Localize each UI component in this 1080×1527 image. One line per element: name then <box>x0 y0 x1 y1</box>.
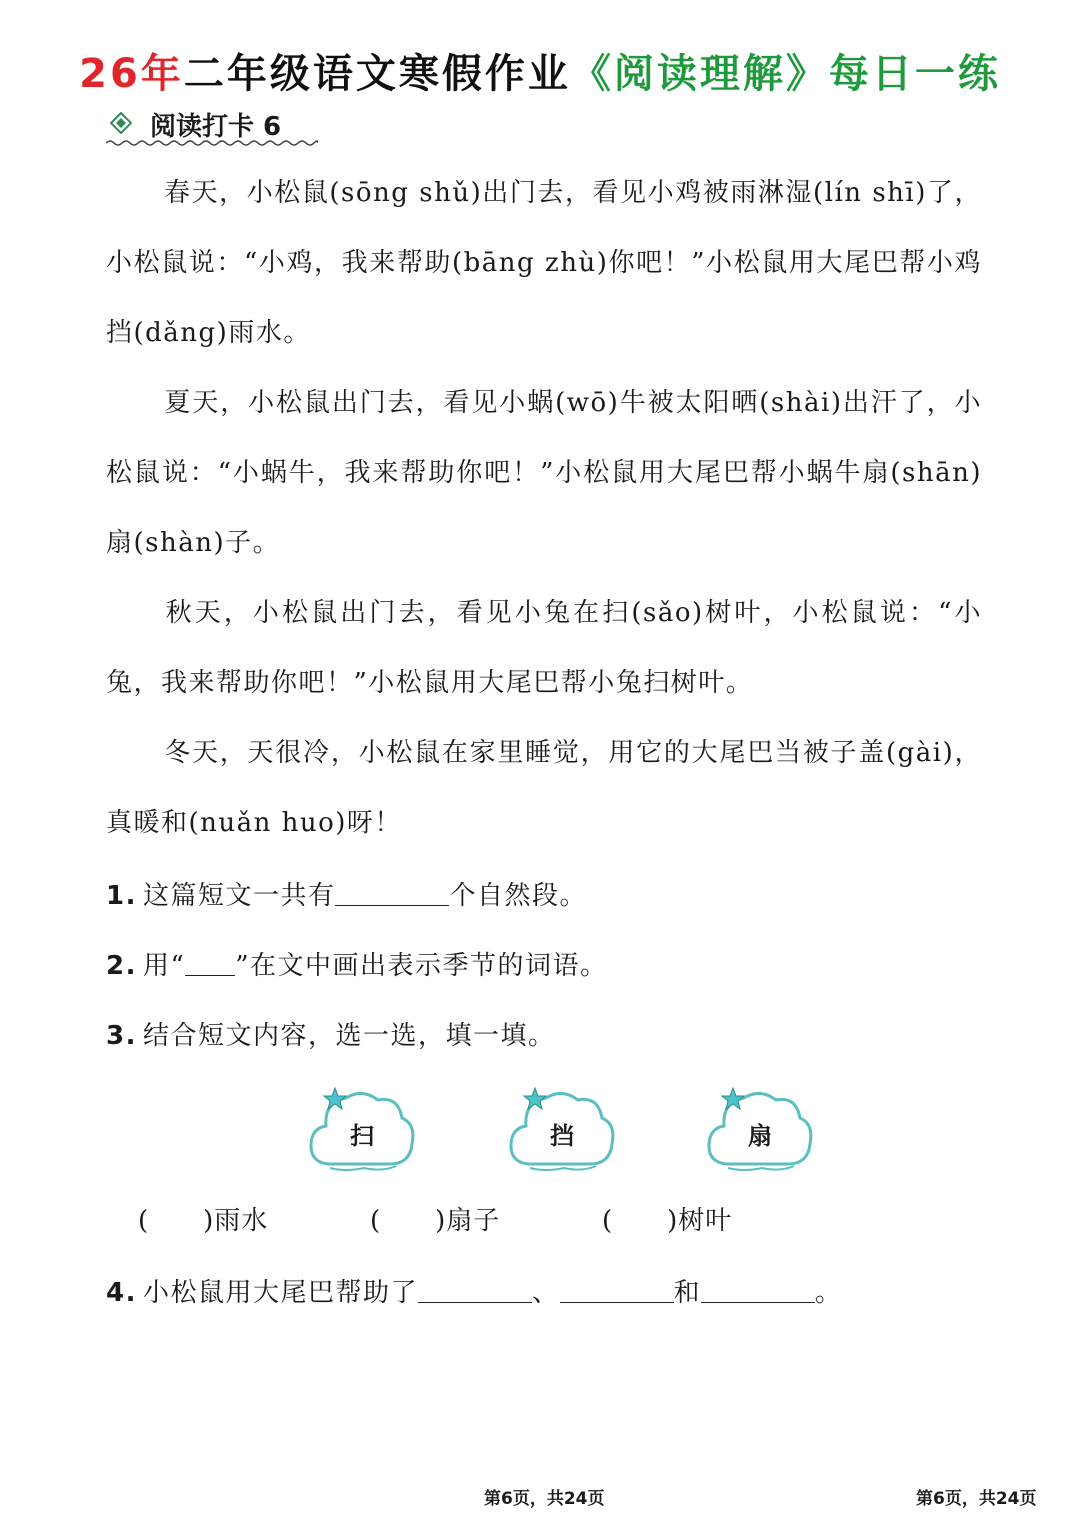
paragraph-summer <box>106 368 982 578</box>
paragraph-text: 夏天，小松鼠出门去，看见小蜗(wō)牛被太阳晒(shài)出汗了，小松鼠说：“小蜗牛，我来帮助你吧！”小松鼠用大尾巴帮小蜗牛扇(shān)扇(shàn)子。 <box>106 388 982 558</box>
answer-blank[interactable] <box>701 1278 815 1303</box>
star-icon <box>522 1086 548 1112</box>
star-icon <box>322 1086 348 1112</box>
question-text: 小松鼠用大尾巴帮助了 <box>142 1278 418 1308</box>
question-number: 2. <box>106 951 137 981</box>
separator: 和 <box>673 1278 702 1308</box>
cloud-card-fan <box>704 1082 816 1174</box>
separator: 、 <box>531 1278 560 1308</box>
question-number: 1. <box>106 881 137 911</box>
question-2 <box>106 945 608 982</box>
answer-blank[interactable] <box>335 881 449 906</box>
title-year: 26年 <box>79 51 184 97</box>
question-4 <box>106 1272 843 1309</box>
title-daily: 每日一练 <box>828 51 1001 97</box>
question-text: 这篇短文一共有 <box>142 881 336 911</box>
question-number: 4. <box>106 1278 137 1308</box>
cloud-word: 扫 <box>350 1121 374 1150</box>
wavy-underline <box>106 138 318 148</box>
question-text: 用“ <box>142 951 186 981</box>
title-book: 《阅读理解》 <box>570 51 829 97</box>
page-number-center: 第6页，共24页 <box>484 1489 605 1509</box>
cloud-word: 挡 <box>550 1121 574 1150</box>
fill-in-leaves[interactable]: ( )树叶 <box>602 1206 733 1236</box>
paragraph-text: 春天，小松鼠(sōng shǔ)出门去，看见小鸡被雨淋湿(lín shī)了，小松鼠说：“小鸡，我来帮助(bāng zhù)你吧！”小松鼠用大尾巴帮小鸡挡(dǎng)雨水。 <box>106 178 982 348</box>
fill-in-rain[interactable]: ( )雨水 <box>138 1206 269 1236</box>
cloud-word: 扇 <box>748 1121 772 1150</box>
question-text: 个自然段。 <box>449 881 587 911</box>
paragraph-spring <box>106 158 982 368</box>
fill-in-fan[interactable]: ( )扇子 <box>370 1206 501 1236</box>
question-text: ”在文中画出表示季节的词语。 <box>235 951 608 981</box>
cloud-card-block <box>506 1082 618 1174</box>
page-title <box>0 42 1080 99</box>
cloud-card-sweep <box>306 1082 418 1174</box>
paragraph-winter <box>106 718 982 858</box>
answer-blank[interactable] <box>560 1278 674 1303</box>
paragraph-text: 冬天，天很冷，小松鼠在家里睡觉，用它的大尾巴当被子盖(gài)，真暖和(nuǎn huo)呀！ <box>106 738 982 838</box>
star-icon <box>720 1086 746 1112</box>
paragraph-autumn <box>106 578 982 718</box>
question-3 <box>106 1015 555 1052</box>
section-label: 阅读打卡 6 <box>150 112 282 142</box>
answer-blank[interactable] <box>418 1278 532 1303</box>
section-heading <box>106 104 318 148</box>
question-number: 3. <box>106 1021 137 1051</box>
page-number-right: 第6页，共24页 <box>916 1489 1037 1509</box>
diamond-icon <box>110 112 132 134</box>
title-grade: 二年级语文寒假作业 <box>183 51 571 97</box>
paragraph-text: 秋天，小松鼠出门去，看见小兔在扫(sǎo)树叶，小松鼠说：“小兔，我来帮助你吧！”小松鼠用大尾巴帮小兔扫树叶。 <box>106 598 982 698</box>
question-end: 。 <box>815 1278 843 1308</box>
question-text: 结合短文内容，选一选，填一填。 <box>142 1021 556 1051</box>
question-1 <box>106 875 587 912</box>
underline-sample <box>185 951 235 976</box>
